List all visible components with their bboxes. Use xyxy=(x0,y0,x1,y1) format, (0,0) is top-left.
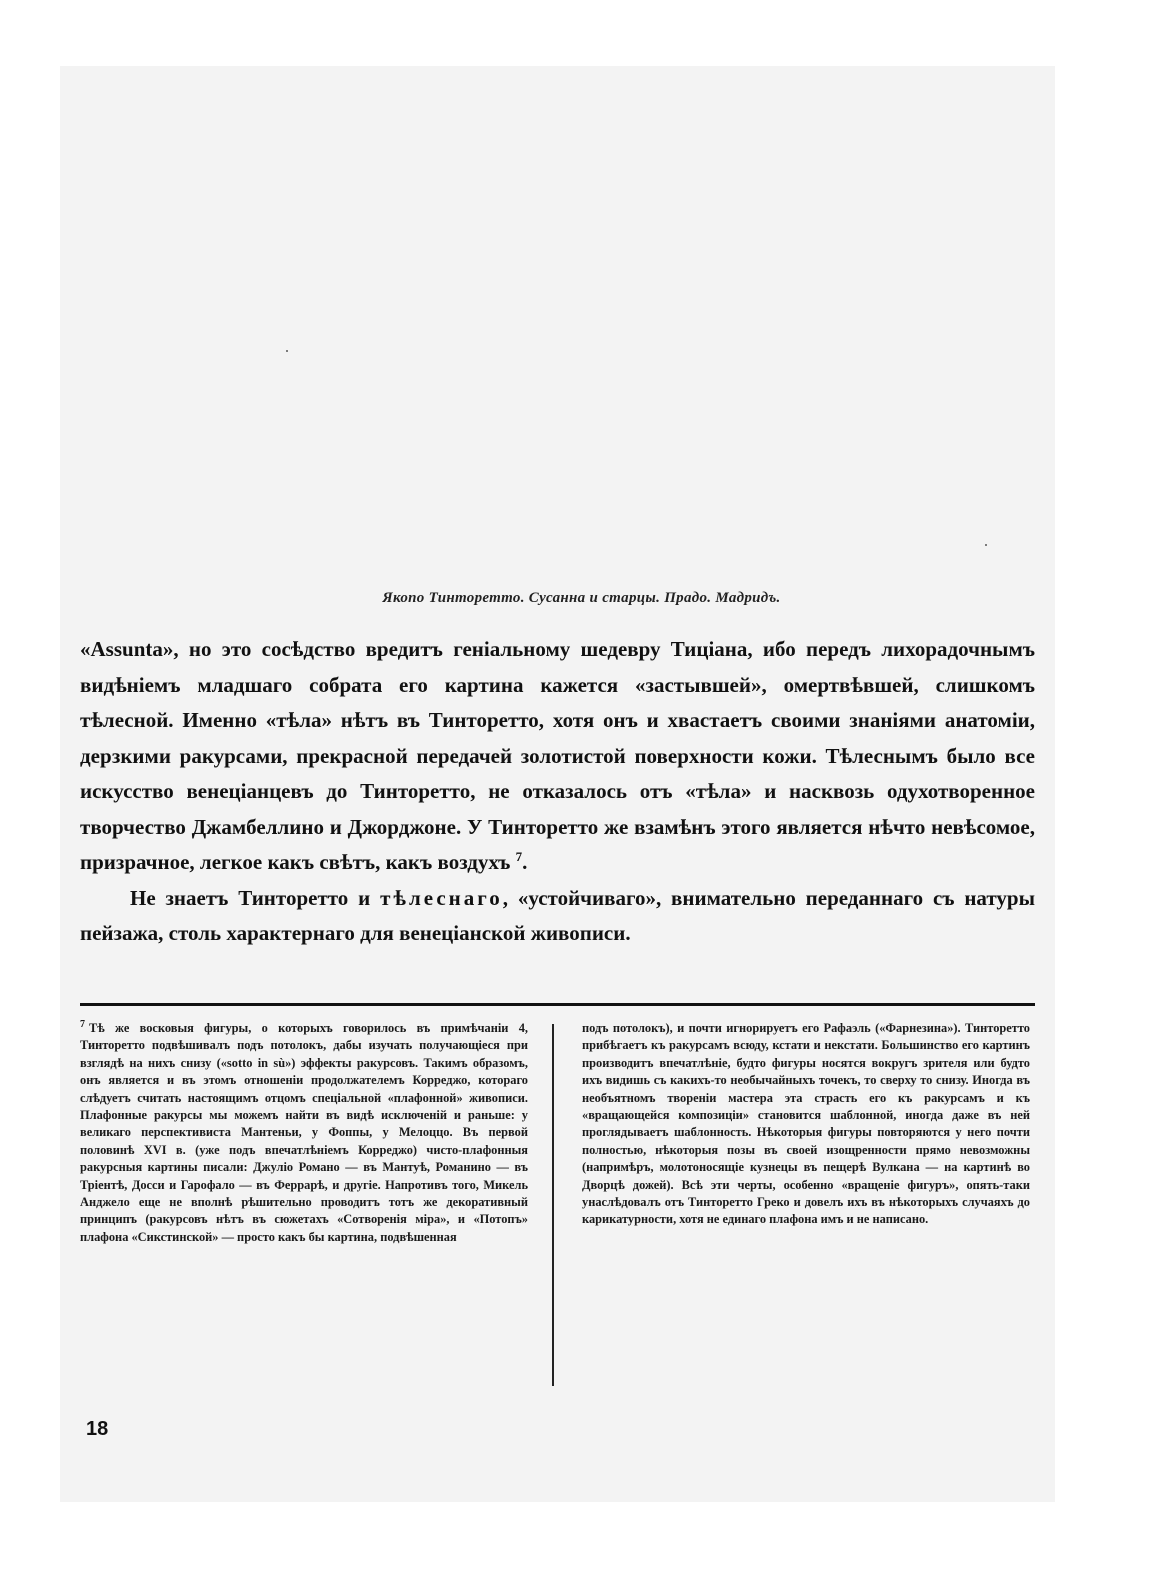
footnote-block xyxy=(80,1020,1035,1390)
paragraph-1-text: «Assunta», но это сосѣдство вредитъ геніальному шедевру Тиціана, ибо передъ лихорадочнымъ видѣніемъ младшаго собрата его картина кажется «застывшей», омертвѣвшей, слишкомъ тѣлесной. Именно «тѣла» нѣтъ въ Тинторетто, хотя онъ и хвастаетъ своими знаніями анатоміи, дерзкими ракурсами, прекрасной передачей золотистой поверхности кожи. Тѣлеснымъ было все искусство венеціанцевъ до Тинторетто, не отказалось отъ «тѣла» и насквозь одухотворенное творчество Джамбеллино и Джорджоне. У Тинторетто же взамѣнъ этого является нѣчто невѣсомое, призрачное, легкое какъ свѣтъ, какъ воздухъ xyxy=(80,637,1035,874)
main-text xyxy=(80,632,1035,952)
footnote-mark: 7 xyxy=(80,1018,85,1030)
footnote-reference: 7 xyxy=(515,849,523,864)
paragraph-2-end: , «устойчиваго», внимательно переданнаго съ натуры пейзажа, столь характернаго для венеціанской живописи. xyxy=(80,885,1036,945)
footnote-right-text: подъ потолокъ), и почти игнорируетъ его Рафаэль («Фарнезина»). Тинторетто прибѣгаетъ къ ракурсамъ всюду, кстати и некстати. Большинство его картинъ производитъ впечатлѣніе, будто фигуры носятся вокругъ зрителя или будто ихъ видишь съ какихъ-то необычайныхъ точекъ, то сверху то снизу. Иногда въ необъятномъ твореніи мастера эта страсть его къ ракурсамъ и къ «вращающейся композиціи» становится шаблонной, иногда даже въ ней проглядываетъ шаблонность. Нѣкоторыя фигуры повторяются у него почти полностью, нѣкоторыя позы въ своей изощренности прямо невозможны (напримѣръ, молотоносящіе кузнецы въ пещерѣ Вулкана — на картинѣ во Дворцѣ дожей). Всѣ эти черты, особенно «вращеніе фигуръ», опять-таки унаслѣдовалъ отъ Тинторетто Греко и довелъ ихъ въ нѣкоторыхъ случаяхъ до карикатурности, хотя не единаго плафона имъ и не написано. xyxy=(582,1021,1030,1227)
print-speck xyxy=(286,350,288,352)
footnote-column-left xyxy=(80,1020,528,1246)
footnote-column-right xyxy=(582,1020,1030,1229)
paragraph-2-start: Не знаетъ Тинторетто и xyxy=(130,885,371,910)
page-number: 18 xyxy=(86,1418,109,1440)
paragraph-1: «Assunta», но это сосѣдство вредитъ геніальному шедевру Тиціана, ибо передъ лихорадочнымъ видѣніемъ младшаго собрата его картина кажется «застывшей», омертвѣвшей, слишкомъ тѣлесной. Именно «тѣла» нѣтъ въ Тинторетто, хотя онъ и хвастаетъ своими знаніями анатоміи, дерзкими ракурсами, прекрасной передачей золотистой поверхности кожи. Тѣлеснымъ было все искусство венеціанцевъ до Тинторетто, не отказалось отъ «тѣла» и насквозь одухотворенное творчество Джамбеллино и Джорджоне. У Тинторетто же взамѣнъ этого является нѣчто невѣсомое, призрачное, легкое какъ свѣтъ, какъ воздухъ $^7$. xyxy=(80,637,1035,874)
paragraph-2 xyxy=(80,881,1035,952)
illustration-caption: Якопо Тинторетто. Сусанна и старцы. Прадо. Мадридъ. xyxy=(382,590,781,606)
footnote-separator xyxy=(80,1003,1035,1006)
emphasized-word: тѣлеснаго xyxy=(380,885,503,910)
footnote-left-text: Тѣ же восковыя фигуры, о которыхъ говорилось въ примѣчаніи 4, Тинторетто подвѣшивалъ подъ потолокъ, дабы изучать получающіеся при взглядѣ на нихъ снизу («sotto in sù») эффекты ракурсовъ. Такимъ образомъ, онъ является и въ этомъ отношеніи продолжателемъ Корреджо, котораго слѣдуетъ считать настоящимъ отцомъ спеціальной «плафонной» живописи. Плафонные ракурсы мы можемъ найти въ видѣ исключеній и раньше: у великаго перспективиста Мантеньи, у Фоппы, у Мелоццо. Въ первой половинѣ XVI в. (уже подъ впечатлѣніемъ Корреджо) чисто-плафонныя ракурсныя картины писали: Джуліо Романо — въ Мантуѣ, Романино — въ Тріентѣ, Досси и Гарофало — въ Феррарѣ, и другіе. Напротивъ того, Микель Анджело еще не вполнѣ рѣшительно проводитъ тотъ же декоративный принципъ (ракурсовъ нѣтъ въ сюжетахъ «Сотворенія міра», и «Потопъ» плафона «Сикстинской» — просто какъ бы картина, подвѣшенная xyxy=(80,1021,528,1244)
print-speck xyxy=(985,544,987,546)
column-divider xyxy=(552,1024,554,1386)
illustration-plate-area xyxy=(140,146,975,646)
